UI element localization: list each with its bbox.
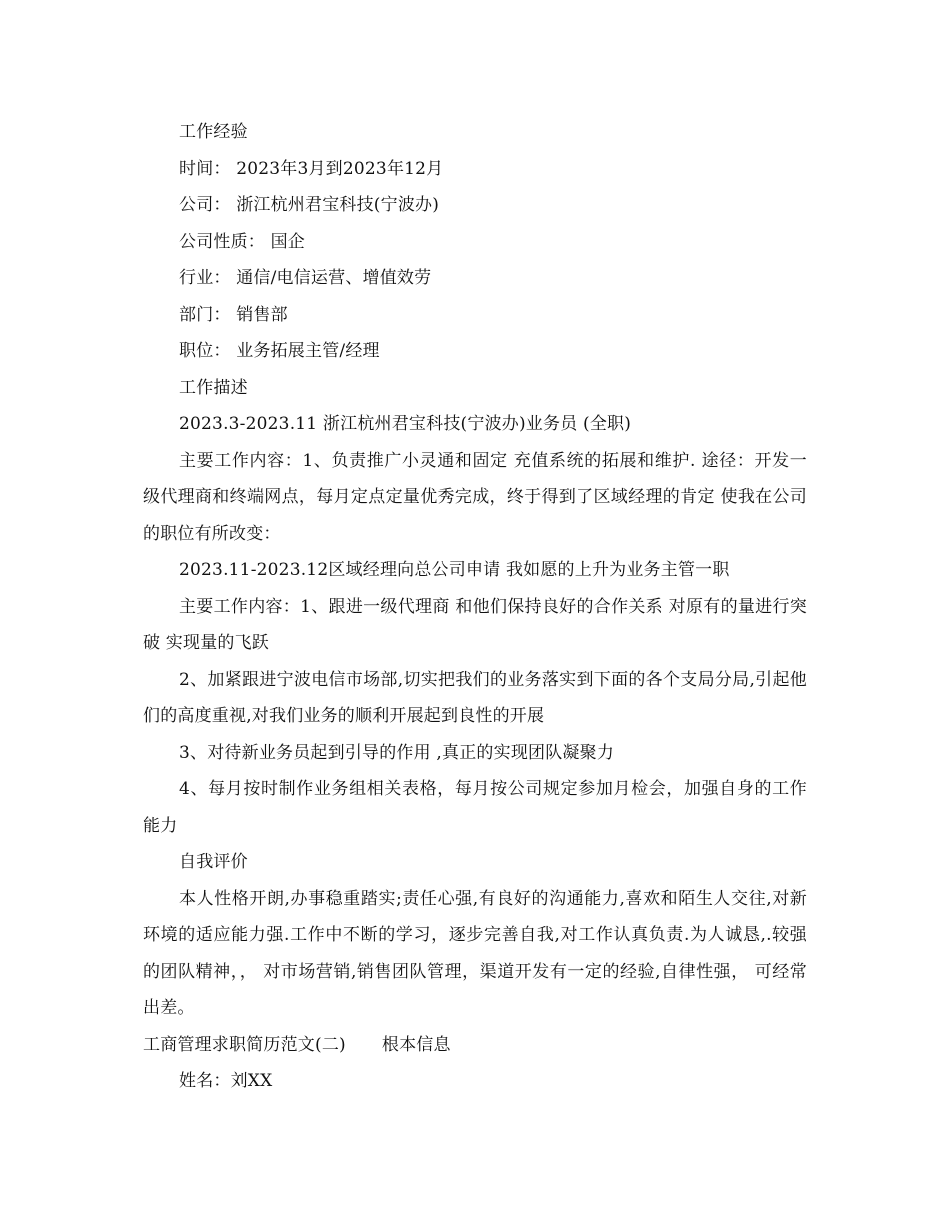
self-evaluation-heading: 自我评价: [179, 852, 248, 872]
document-content: [143, 114, 807, 1100]
job-item-4: 4、每月按时制作业务组相关表格，每月按公司规定参加月检会，加强自身的工作能力: [143, 779, 807, 836]
work-industry: 行业： 通信/电信运营、增值效劳: [179, 268, 432, 288]
job-period-1: 2023.3-2023.11 浙江杭州君宝科技(宁波办)业务员 (全职): [179, 414, 632, 434]
job-duties-2: 主要工作内容：1、跟进一级代理商 和他们保持良好的合作关系 对原有的量进行突破 实现量的飞跃: [143, 596, 807, 653]
work-company-type: 公司性质： 国企: [179, 231, 306, 252]
job-item-2: 2、加紧跟进宁波电信市场部,切实把我们的业务落实到下面的各个支局分局,引起他们的高度重视,对我们业务的顺利开展起到良性的开展: [143, 669, 807, 726]
work-experience-heading: 工作经验: [179, 122, 248, 142]
work-time: 时间： 2023年3月到2023年12月: [179, 158, 444, 179]
section-two-subheading: 根本信息: [381, 1034, 451, 1055]
job-duties-1: 主要工作内容：1、负责推广小灵通和固定 充值系统的拓展和维护. 途径：开发一级代理商和终端网点，每月定点定量优秀完成，终于得到了区域经理的肯定 使我在公司的职位有所改变：: [143, 450, 807, 544]
work-company: 公司： 浙江杭州君宝科技(宁波办): [179, 195, 440, 215]
section-two-title: 工商管理求职简历范文(二): [143, 1034, 346, 1055]
job-item-3: 3、对待新业务员起到引导的作用 ,真正的实现团队凝聚力: [179, 742, 615, 763]
section-two-header: [143, 1027, 807, 1064]
self-evaluation-text: 本人性格开朗,办事稳重踏实;责任心强,有良好的沟通能力,喜欢和陌生人交往,对新环境的适应能力强.工作中不断的学习，逐步完善自我,对工作认真负责.为人诚恳,.较强的团队精神，， 对市场营销,销售团队管理，渠道开发有一定的经验,自律性强， 可经常出差。: [143, 888, 807, 1018]
job-description-heading: 工作描述: [179, 377, 248, 398]
job-period-2: 2023.11-2023.12区域经理向总公司申请 我如愿的上升为业务主管一职: [179, 560, 730, 580]
work-department: 部门： 销售部: [179, 304, 288, 325]
candidate-name: 姓名：刘XX: [179, 1071, 273, 1091]
work-position: 职位： 业务拓展主管/经理: [179, 341, 380, 361]
